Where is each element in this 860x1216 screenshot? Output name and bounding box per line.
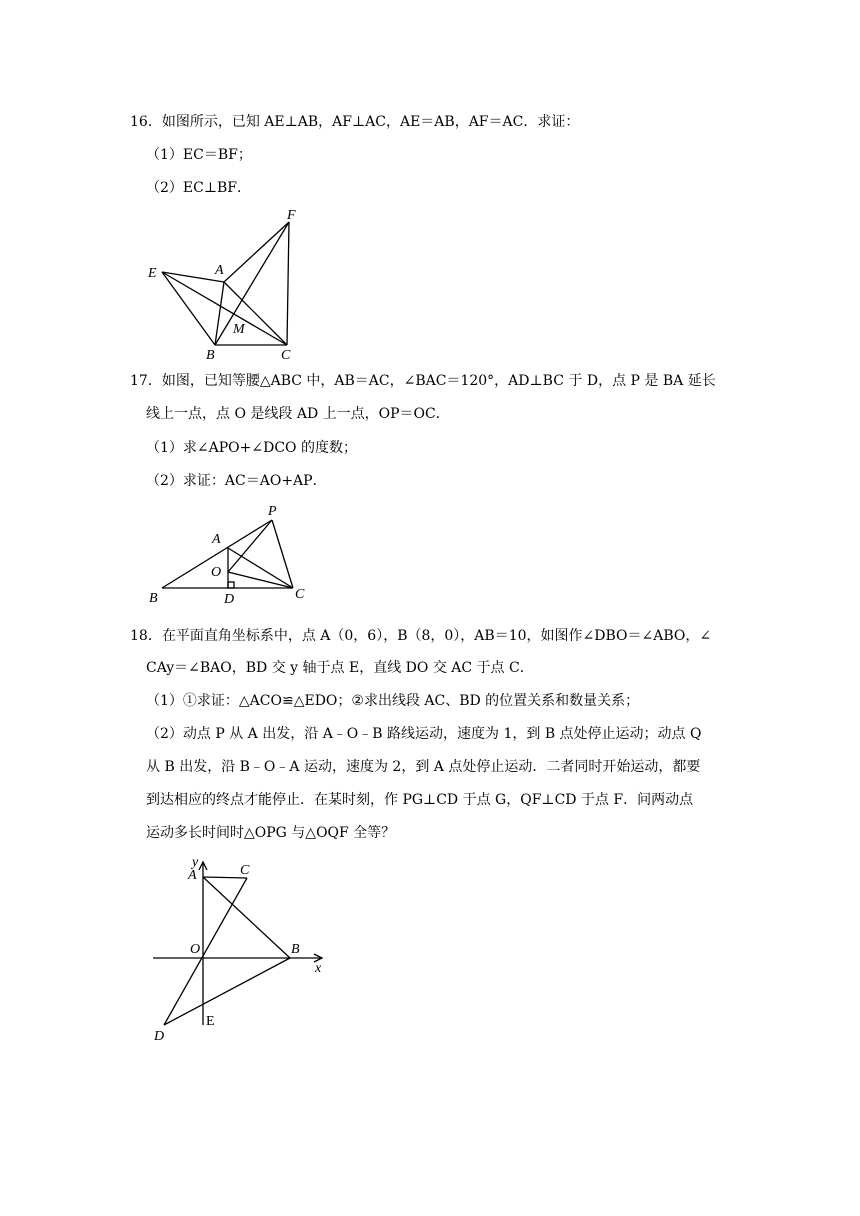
label-C: C <box>281 348 291 363</box>
label-D: D <box>154 1029 165 1044</box>
problem-18-line-6: 到达相应的终点才能停止．在某时刻，作 PG⊥CD 于点 G，QF⊥CD 于点 F．问两动点 <box>146 792 694 808</box>
problem-18-line-5: 从 B 出发，沿 B﹣O﹣A 运动，速度为 2，到 A 点处停止运动．二者同时开始运动，都要 <box>146 759 701 775</box>
label-A: A <box>215 263 224 278</box>
problem-18-line-4: （2）动点 P 从 A 出发，沿 A﹣O﹣B 路线运动，速度为 1，到 B 点处停止运动；动点 Q <box>146 726 702 742</box>
figure-16-segments <box>162 222 289 345</box>
figure-18-axes <box>153 862 322 1025</box>
problem-18-line-1: 18．在平面直角坐标系中，点 A（0，6），B（8，0），AB＝10，如图作∠DBO＝∠ABO，∠ <box>130 628 712 644</box>
label-A: A <box>188 868 197 883</box>
problem-18-line-3: （1）①求证：△ACO≌△EDO；②求出线段 AC、BD 的位置关系和数量关系； <box>146 693 640 709</box>
label-M: M <box>233 322 245 337</box>
label-E: E <box>148 266 157 281</box>
label-F: F <box>287 208 296 223</box>
problem-17-line-4: （2）求证：AC＝AO+AP． <box>146 473 327 489</box>
label-D: D <box>224 592 235 607</box>
problem-18-line-2: CAy＝∠BAO，BD 交 y 轴于点 E，直线 DO 交 AC 于点 C． <box>146 660 534 676</box>
label-E: E <box>206 1014 215 1029</box>
figure-17-segments <box>162 520 293 588</box>
label-C: C <box>240 863 250 878</box>
label-P: P <box>268 504 277 519</box>
problem-18-line-7: 运动多长时间时△OPG 与△OQF 全等？ <box>146 825 396 841</box>
problem-17-line-2: 线上一点，点 O 是线段 AD 上一点，OP＝OC． <box>146 406 450 422</box>
problem-16-line-1: 16．如图所示，已知 AE⊥AB，AF⊥AC，AE＝AB，AF＝AC．求证： <box>130 114 580 130</box>
label-x: x <box>315 961 322 976</box>
label-B: B <box>206 348 215 363</box>
problem-17-line-1: 17．如图，已知等腰△ABC 中，AB＝AC，∠BAC＝120°，AD⊥BC 于 D，点 P 是 BA 延长 <box>130 373 716 389</box>
problem-16-line-3: （2）EC⊥BF． <box>146 180 252 196</box>
label-A: A <box>212 532 221 547</box>
label-y: y <box>192 855 199 870</box>
label-B: B <box>149 591 158 606</box>
label-O: O <box>190 942 201 957</box>
label-O: O <box>211 565 222 580</box>
label-B: B <box>291 942 300 957</box>
problem-17-line-3: （1）求∠APO+∠DCO 的度数； <box>146 440 357 456</box>
figure-18-segments <box>164 877 290 1025</box>
label-C: C <box>295 587 305 602</box>
problem-16-line-2: （1）EC＝BF； <box>146 147 252 163</box>
